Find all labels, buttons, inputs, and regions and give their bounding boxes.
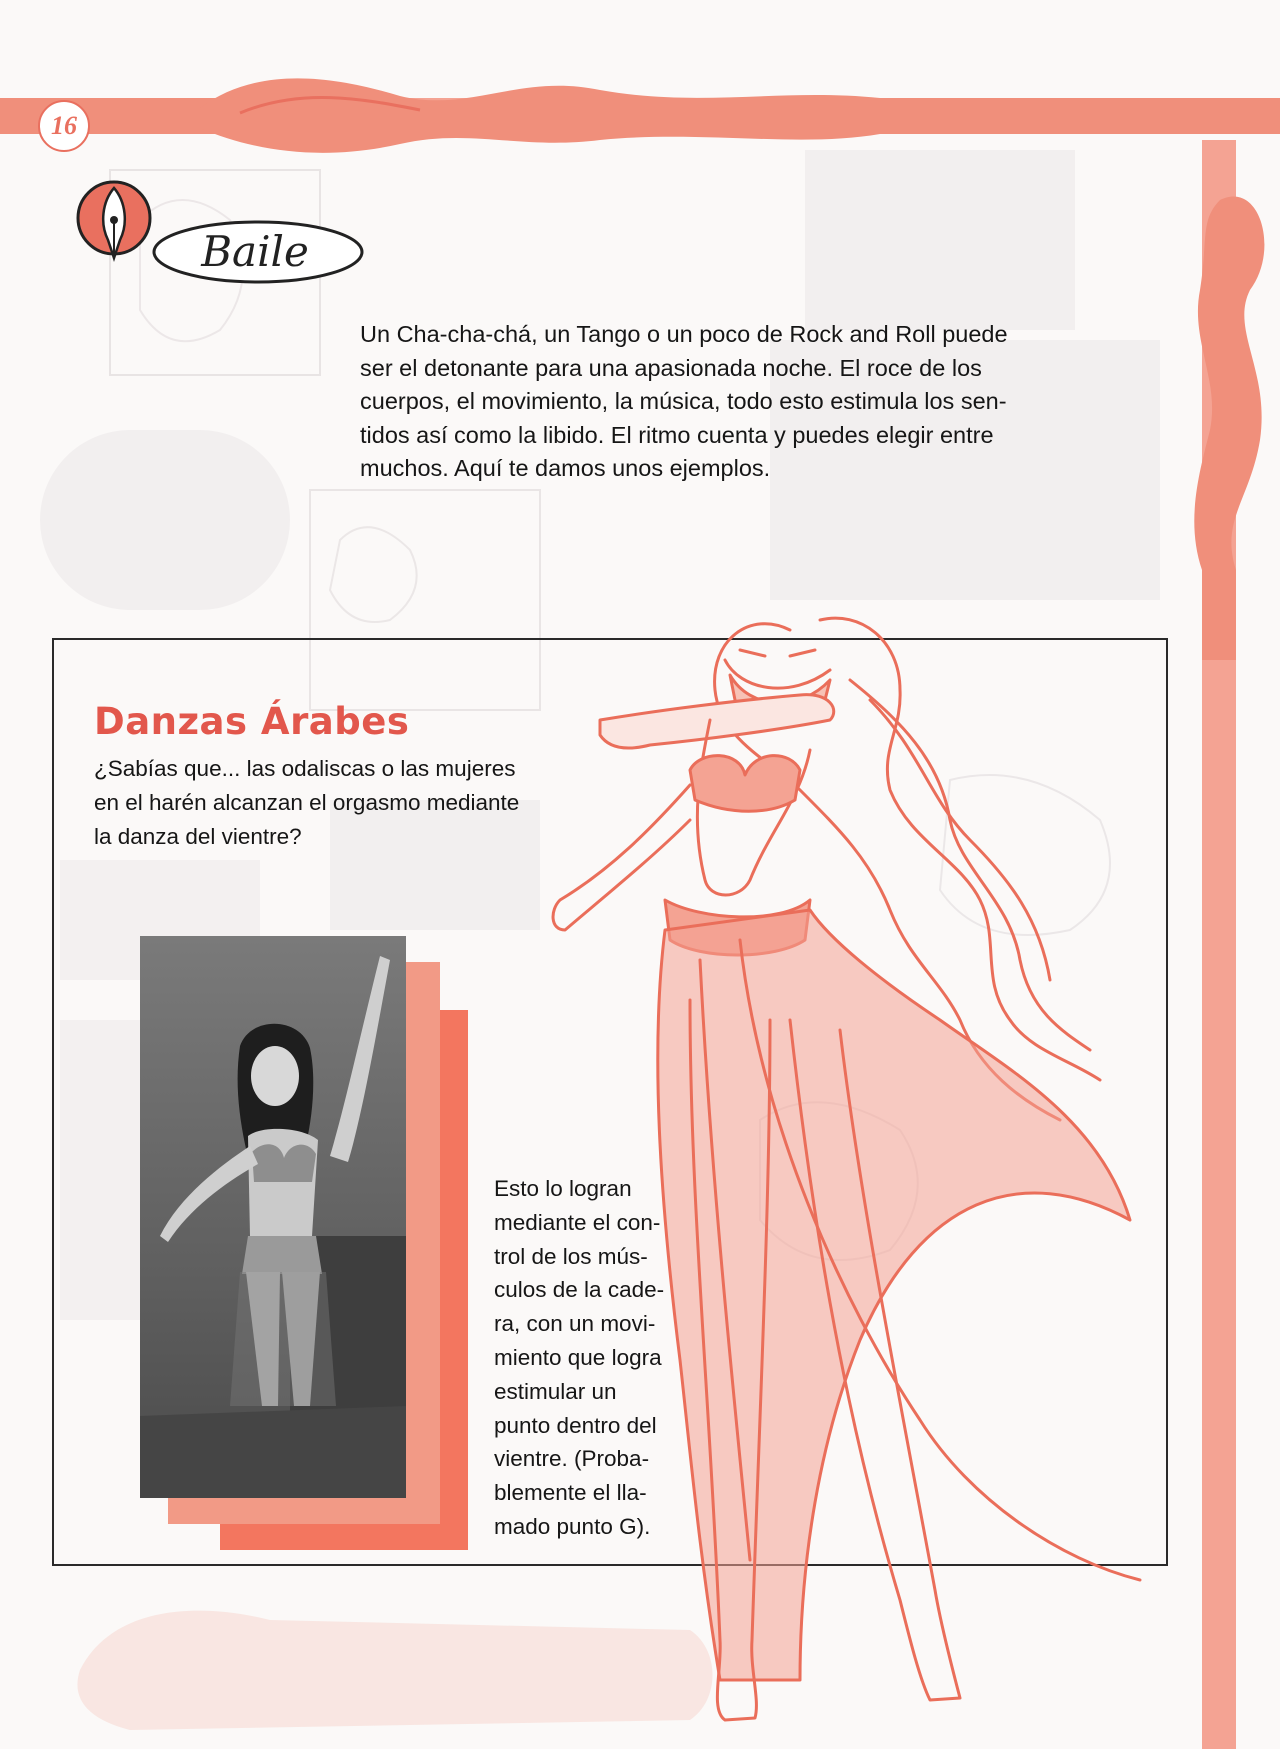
side-line: punto dentro del xyxy=(494,1412,657,1438)
intro-line: muchos. Aquí te damos unos ejemplos. xyxy=(360,455,771,481)
danzas-arabes-title: Danzas Árabes xyxy=(94,700,410,743)
side-line: mediante el con- xyxy=(494,1209,661,1235)
question-line: ¿Sabías que... las odaliscas o las mujeres xyxy=(94,756,516,781)
intro-line: tidos así como la libido. El ritmo cuenta y puedes elegir entre xyxy=(360,421,994,448)
section-title: Baile xyxy=(201,227,309,276)
side-line: culos de la cade- xyxy=(494,1277,665,1303)
intro-line: ser el detonante para una apasionada noche. El roce de los xyxy=(360,354,982,381)
danzas-question xyxy=(94,752,614,854)
belly-dancer-illustration xyxy=(540,600,1240,1749)
side-line: ra, con un movi- xyxy=(494,1311,656,1337)
intro-line: cuerpos, el movimiento, la música, todo esto estimula los sen- xyxy=(360,388,1007,414)
question-line: la danza del vientre? xyxy=(94,824,302,849)
side-line: trol de los mús- xyxy=(494,1243,648,1269)
intro-line: Un Cha-cha-chá, un Tango o un poco de Rock and Roll puede xyxy=(360,321,1008,347)
belly-dancer-photo xyxy=(140,936,406,1498)
intro-paragraph xyxy=(360,318,1075,486)
side-line: blemente el lla- xyxy=(494,1480,647,1506)
question-line: en el harén alcanzan el orgasmo mediante xyxy=(94,790,520,815)
side-line: estimular un xyxy=(494,1378,617,1404)
side-line: miento que logra xyxy=(494,1344,662,1370)
side-line: mado punto G). xyxy=(494,1513,651,1539)
top-ribbon-banner xyxy=(0,68,1280,158)
page-number: 16 xyxy=(38,100,90,152)
background-ghost-logo xyxy=(70,1590,730,1740)
side-line: Esto lo logran xyxy=(494,1176,632,1201)
side-line: vientre. (Proba- xyxy=(494,1446,650,1472)
